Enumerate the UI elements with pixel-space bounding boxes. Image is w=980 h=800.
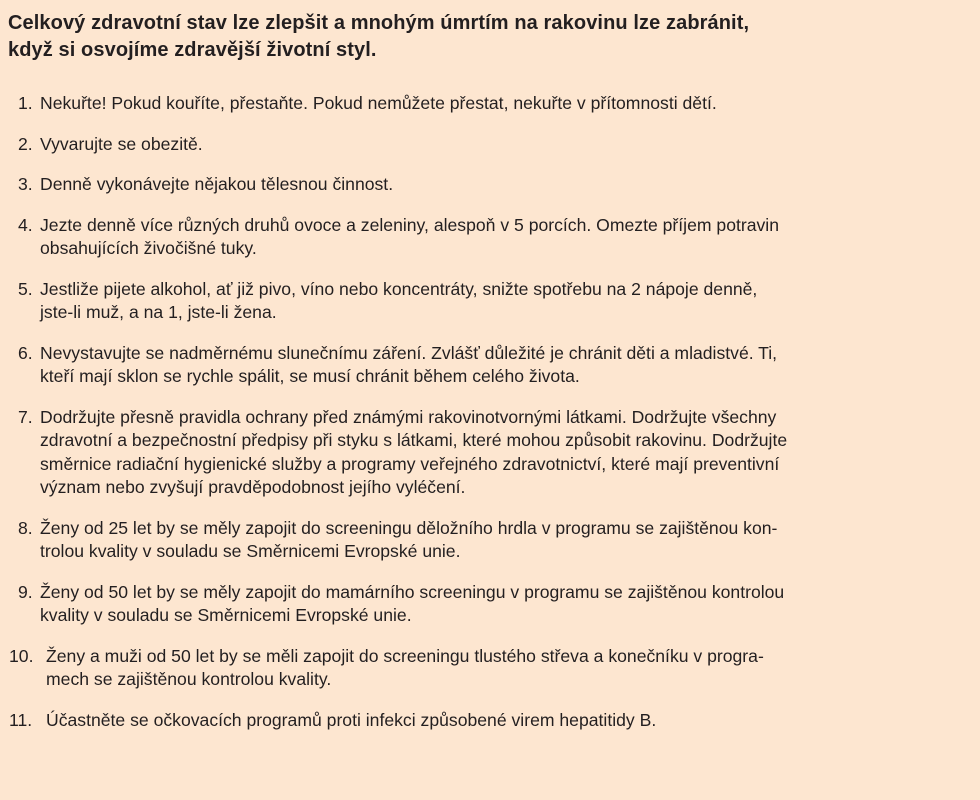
heading-line-2: když si osvojíme zdravější životní styl. bbox=[8, 39, 377, 61]
item-number: 7. bbox=[18, 406, 33, 427]
item-text-line: trolou kvality v souladu se Směrnicemi Evropské unie. bbox=[40, 541, 461, 561]
list-item bbox=[8, 517, 966, 564]
item-number: 1. bbox=[18, 93, 33, 113]
list-item bbox=[8, 92, 966, 116]
item-number: 3. bbox=[18, 174, 33, 194]
item-number: 5. bbox=[18, 278, 33, 299]
list-item bbox=[8, 581, 966, 628]
list-item bbox=[8, 709, 966, 733]
item-number: 8. bbox=[18, 517, 33, 538]
item-text-line: Nevystavujte se nadměrnému slunečnímu záření. Zvlášť důležité je chránit děti a mladistvé. Ti, bbox=[40, 342, 778, 363]
panel-heading bbox=[8, 10, 966, 64]
item-text-line: obsahujících živočišné tuky. bbox=[40, 238, 257, 258]
list-item bbox=[8, 133, 966, 157]
item-text-line: význam nebo zvyšují pravděpodobnost jejího vyléčení. bbox=[40, 477, 466, 497]
list-item bbox=[8, 173, 966, 197]
item-number: 10. bbox=[9, 645, 34, 666]
list-item bbox=[8, 406, 966, 500]
item-text-line: Účastněte se očkovacích programů proti infekci způsobené virem hepatitidy B. bbox=[46, 709, 657, 730]
item-number: 9. bbox=[18, 581, 33, 602]
item-number: 2. bbox=[18, 133, 33, 154]
list-item bbox=[8, 214, 966, 261]
recommendations-list bbox=[8, 92, 966, 732]
item-text-line: Ženy od 50 let by se měly zapojit do mamárního screeningu v programu se zajištěnou kontrolou bbox=[40, 581, 785, 602]
list-item bbox=[8, 278, 966, 325]
item-text-line: Nekuřte! Pokud kouříte, přestaňte. Pokud nemůžete přestat, nekuřte v přítomnosti dětí. bbox=[40, 93, 717, 113]
item-text-line: Ženy od 25 let by se měly zapojit do screeningu děložního hrdla v programu se zajištěnou kon- bbox=[40, 517, 778, 538]
item-text-line: kteří mají sklon se rychle spálit, se musí chránit během celého života. bbox=[40, 366, 580, 386]
item-text-line: směrnice radiační hygienické služby a programy veřejného zdravotnictví, které mají preventivní bbox=[40, 453, 780, 474]
item-text-line: kvality v souladu se Směrnicemi Evropské unie. bbox=[40, 605, 412, 625]
item-text-line: Denně vykonávejte nějakou tělesnou činnost. bbox=[40, 174, 394, 194]
item-number: 6. bbox=[18, 342, 33, 363]
item-text-line: zdravotní a bezpečnostní předpisy při styku s látkami, které mohou způsobit rakovinu. Dodržujte bbox=[40, 430, 788, 450]
list-item bbox=[8, 645, 966, 692]
item-text-line: Dodržujte přesně pravidla ochrany před známými rakovinotvornými látkami. Dodržujte všechny bbox=[40, 406, 777, 427]
item-number: 11. bbox=[9, 709, 33, 730]
item-text-line: Jezte denně více různých druhů ovoce a zeleniny, alespoň v 5 porcích. Omezte příjem potravin bbox=[40, 214, 780, 235]
item-text-line: jste-li muž, a na 1, jste-li žena. bbox=[40, 302, 277, 322]
item-text-line: Jestliže pijete alkohol, ať již pivo, víno nebo koncentráty, snižte spotřebu na 2 nápoje denně, bbox=[40, 278, 758, 299]
item-text-line: Vyvarujte se obezitě. bbox=[40, 133, 203, 154]
item-text-line: mech se zajištěnou kontrolou kvality. bbox=[46, 669, 332, 689]
item-text-line: Ženy a muži od 50 let by se měli zapojit do screeningu tlustého střeva a konečníku v progra- bbox=[46, 645, 764, 666]
heading-line-1: Celkový zdravotní stav lze zlepšit a mnohým úmrtím na rakovinu lze zabránit, bbox=[8, 12, 750, 34]
list-item bbox=[8, 342, 966, 389]
item-number: 4. bbox=[18, 214, 33, 235]
